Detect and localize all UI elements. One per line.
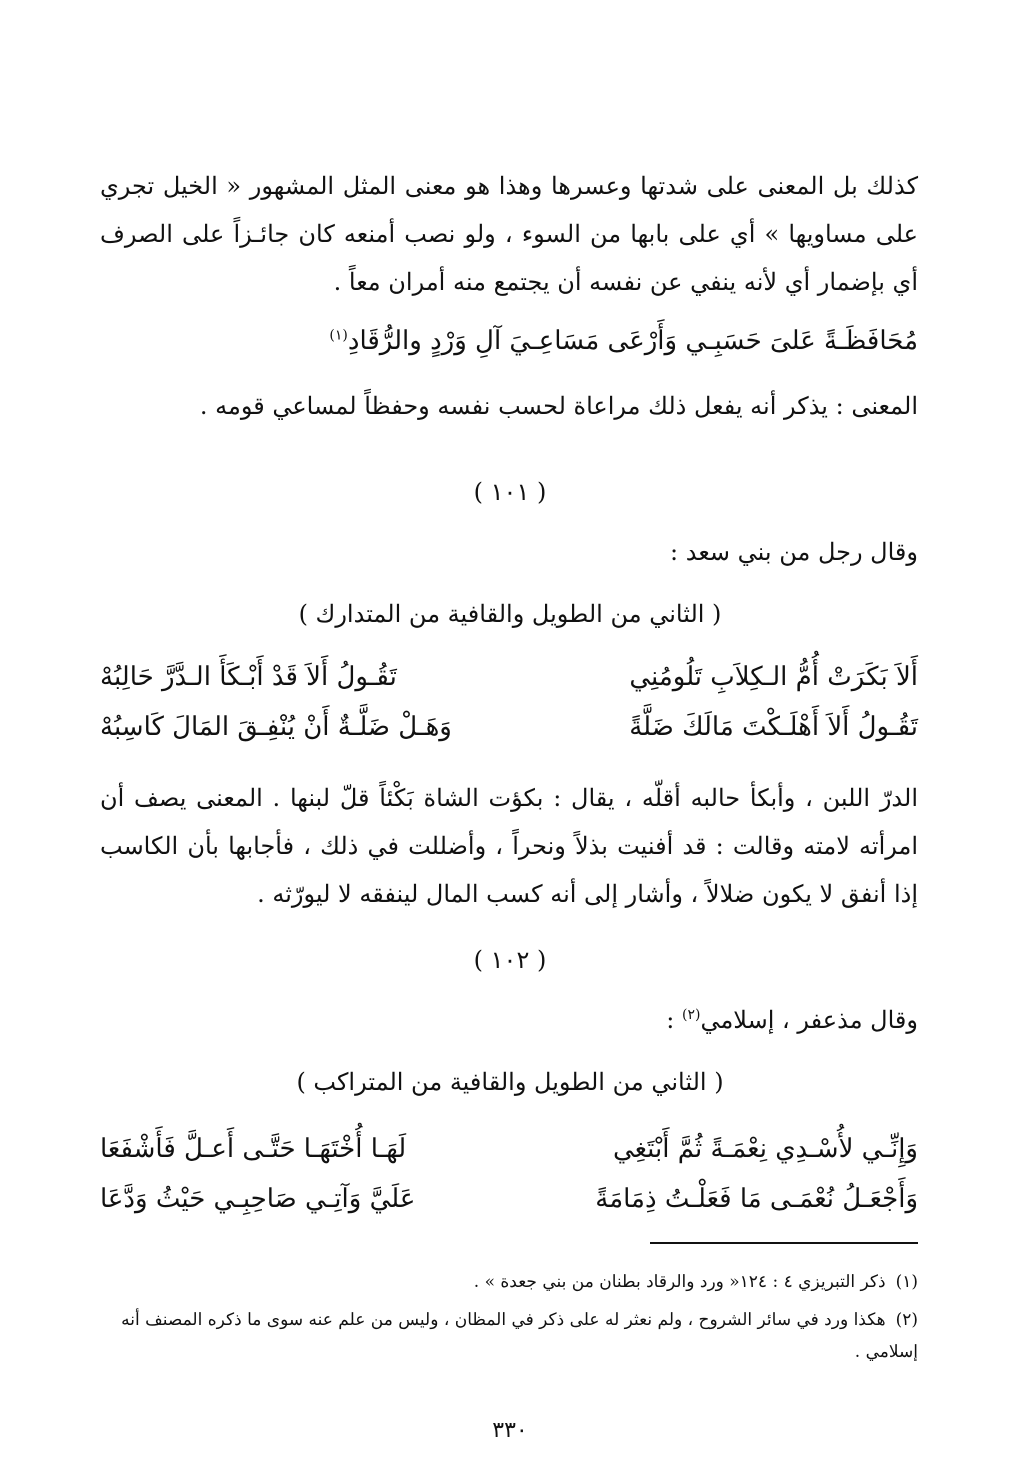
footnote-divider <box>650 1242 918 1244</box>
verse-row <box>100 712 918 758</box>
verse-row <box>100 662 918 708</box>
footnote-ref-1: (١) <box>329 327 348 344</box>
footnote-1 <box>100 1266 918 1298</box>
footnote-2 <box>100 1304 918 1368</box>
verse-row <box>100 1184 918 1230</box>
first-hemistich: وَإِنِّـي لأُسْـدِي نِعْمَـةً ثُمَّ أَبْتَغِي <box>612 1134 918 1164</box>
intro-text: وقال مذعفر ، إسلامي <box>700 1006 918 1034</box>
section-number-101: ( ١٠١ ) <box>473 478 547 506</box>
footnote-number: (١) <box>895 1272 918 1292</box>
section-101-meter: ( الثاني من الطويل والقافية من المتدارك ) <box>298 600 722 628</box>
second-hemistich: عَلَيَّ وَآتِـي صَاحِبِـي حَيْثُ وَدَّعَا <box>100 1184 416 1214</box>
intro-colon: : <box>666 1006 675 1034</box>
footnote-ref-2: (٢) <box>681 1007 701 1023</box>
meaning-line: المعنى : يذكر أنه يفعل ذلك مراعاة لحسب نفسه وحفظاً لمساعي قومه . <box>199 392 918 420</box>
footnote-number: (٢) <box>895 1310 918 1330</box>
second-hemistich: وَهَـلْ ضَلَّـةٌ أَنْ يُنْفِـقَ المَالَ كَاسِبُهْ <box>100 712 452 742</box>
second-hemistich: لَهَـا أُخْتَهَـا حَتَّـى أَعـلَّ فَأَشْفَعَا <box>100 1134 407 1164</box>
page-number: ٣٣٠ <box>492 1418 528 1443</box>
section-101-commentary: الدرّ اللبن ، وأبكأ حالبه أقلّه ، يقال : بكؤت الشاة بَكْئاً قلّ لبنها . المعنى يصف أن امرأته لامته وقالت : قد أفنيت بذلاً ونحراً ، وأضللت في ذلك ، فأجابها بأن الكاسب إذا أنفق لا يكون ضلالاً ، وأشار إلى أنه كسب المال لينفقه لا ليورّثه . <box>100 784 919 908</box>
first-hemistich: تَقُـولُ أَلاَ أَهْلَـكْتَ مَالَكَ ضَلَّةً <box>629 712 918 742</box>
intro-paragraph: كذلك بل المعنى على شدتها وعسرها وهذا هو معنى المثل المشهور « الخيل تجري على مساويها » أي على بابها من السوء ، ولو نصب أمنعه كان جائـزاً على الصرف أي بإضمار أي لأنه ينفي عن نفسه أن يجتمع منه أمران معاً . <box>100 172 918 296</box>
second-hemistich: تَقُـولُ أَلاَ قَدْ أَبْـكَأَ الـدَّرَّ حَالِبُهْ <box>100 662 397 692</box>
section-101-intro: وقال رجل من بني سعد : <box>670 538 918 566</box>
section-number-102: ( ١٠٢ ) <box>473 946 547 974</box>
single-verse-line <box>100 326 918 372</box>
first-hemistich: وَأَجْعَـلُ نُعْمَـى مَا فَعَلْـتُ ذِمَامَةً <box>595 1184 918 1214</box>
footnote-text: هكذا ورد في سائر الشروح ، ولم نعثر له على ذكر في المظان ، وليس من علم عنه سوى ما ذكره المصنف أنه إسلامي . <box>121 1310 918 1362</box>
verse-text: مُحَافَظَـةً عَلىَ حَسَبِـي وَأَرْعَى مَسَاعِـيَ آلِ وَرْدٍ والرُّقَادِ <box>347 326 918 356</box>
verse-row <box>100 1134 918 1180</box>
section-102-meter: ( الثاني من الطويل والقافية من المتراكب ) <box>296 1068 724 1096</box>
footnote-text: ذكر التبريزي ٤ : ١٢٤« ورد والرقاد بطنان من بني جعدة » . <box>473 1272 886 1292</box>
section-102-intro <box>666 1006 918 1034</box>
first-hemistich: أَلاَ بَكَرَتْ أُمُّ الـكِلاَبِ تَلُومُنِي <box>629 662 918 692</box>
